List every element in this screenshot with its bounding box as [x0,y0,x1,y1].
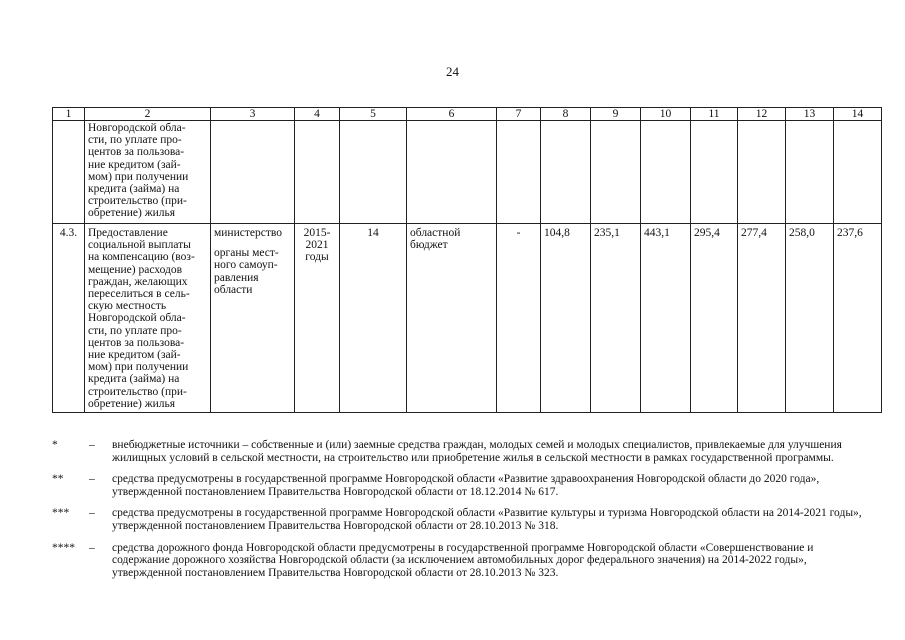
footnote-mark: **** [52,541,75,554]
table-cell-name: Предоставление социальной выплаты на компенсацию (воз- мещение) расходов граждан, желающих переселиться в сель- скую местность Новгородской обла- сти, по уплате про- центов за пользова- ние кредитом (зай- мом) при получении кредита (займа) на строительство (при- обретение) жилья [85,224,211,413]
table-cell-executor [211,224,295,413]
footnote [52,473,872,498]
footnote-text: средства предусмотрены в государственной программе Новгородской области «Развитие культуры и туризма Новгородской области на 2014-2021 годы», утвержденной постановлением Правительства Новгородской области от 28.10.2013 № 318. [112,507,862,532]
program-table [52,107,882,413]
table-cell [211,121,295,224]
table-cell-target: 14 [340,224,407,413]
table-cell-value: 277,4 [738,224,786,413]
footnotes [52,439,872,588]
table-cell-name: Новгородской обла- сти, по уплате про- центов за пользова- ние кредитом (зай- мом) при получении кредита (займа) на строительство (при- обретение) жилья [85,121,211,224]
table-cell [786,121,834,224]
footnote [52,439,872,464]
column-header: 7 [497,108,541,121]
table-header-row [53,108,882,121]
footnote-text: средства предусмотрены в государственной программе Новгородской области «Развитие здравоохранения Новгородской области до 2020 года», утвержденной постановлением Правительства Новгородской области от 18.12.2014 № 617. [112,473,820,498]
table-cell-value: 443,1 [641,224,691,413]
column-header: 9 [591,108,641,121]
table-row [53,224,882,413]
table-cell [738,121,786,224]
executor-secondary: органы мест- ного самоуп- равления области [214,247,279,296]
footnote-text: внебюджетные источники – собственные и (или) заемные средства граждан, молодых семей и молодых специалистов, привлекаемые для улучшения жилищных условий в сельской местности, на строительство или приобретение жилья в сельской местности в рамках государственной программы. [112,439,842,464]
column-header: 4 [295,108,340,121]
table-cell-number: 4.3. [53,224,85,413]
executor-primary: министерство [214,227,282,239]
footnote-dash: – [89,439,95,451]
footnote-mark: *** [52,507,70,520]
column-header: 13 [786,108,834,121]
footnote-dash: – [89,507,95,520]
column-header: 14 [834,108,882,121]
table-cell [591,121,641,224]
column-header: 5 [340,108,407,121]
footnote [52,542,872,580]
table-cell [834,121,882,224]
column-header: 1 [53,108,85,121]
table-cell-value: 237,6 [834,224,882,413]
table-cell-source: областной бюджет [407,224,497,413]
footnote-dash: – [89,473,95,486]
table-cell-value: 295,4 [691,224,738,413]
column-header: 3 [211,108,295,121]
table-cell [497,121,541,224]
table-cell [407,121,497,224]
table-cell-value: 104,8 [541,224,591,413]
footnote-mark: ** [52,473,64,486]
table-cell [541,121,591,224]
column-header: 8 [541,108,591,121]
table-cell [340,121,407,224]
column-header: 12 [738,108,786,121]
table-cell-value: 258,0 [786,224,834,413]
table-row [53,121,882,224]
table-cell-years: 2015- 2021 годы [295,224,340,413]
column-header: 6 [407,108,497,121]
table-cell [691,121,738,224]
page-number: 24 [446,64,459,79]
table-cell-value: 235,1 [591,224,641,413]
footnote-dash: – [89,541,95,554]
footnote-text: средства дорожного фонда Новгородской области предусмотрены в государственной программе Новгородской области «Совершенствование и содержание дорожного хозяйства Новгородской области (за исключением автомобильных дорог федерального значения) на 2014-2022 годы», утвержденной постановлением Правительства Новгородской области от 28.10.2013 № 323. [112,541,814,579]
footnote [52,507,872,532]
table-cell-value: - [497,224,541,413]
table-cell [295,121,340,224]
column-header: 2 [85,108,211,121]
column-header: 11 [691,108,738,121]
table-cell [641,121,691,224]
column-header: 10 [641,108,691,121]
table-cell [53,121,85,224]
footnote-mark: * [52,439,58,451]
